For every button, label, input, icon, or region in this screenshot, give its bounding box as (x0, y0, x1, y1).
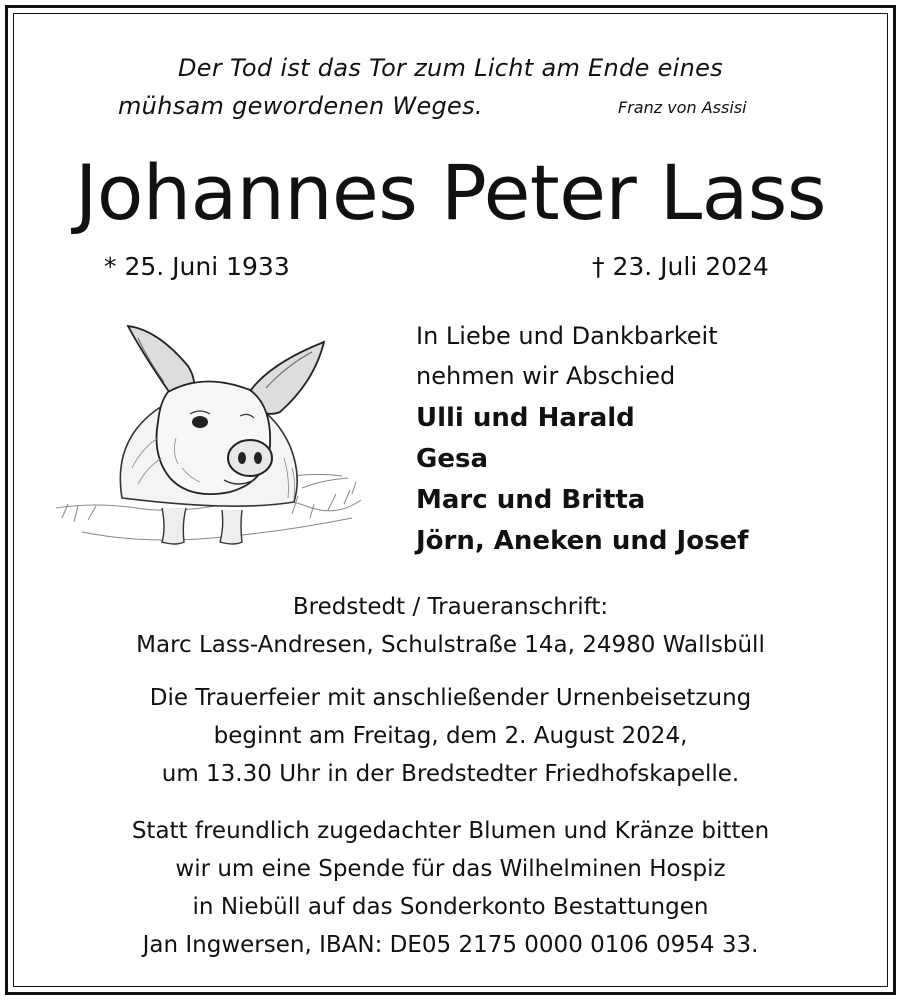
funeral-line: Die Trauerfeier mit anschließender Urnenbeisetzung (149, 685, 752, 711)
address-line: Bredstedt / Traueranschrift: (292, 594, 609, 620)
deceased-name: Johannes Peter Lass (75, 148, 826, 237)
quote-author: Franz von Assisi (618, 98, 747, 117)
donation-line: Jan Ingwersen, IBAN: DE05 2175 0000 0106 0954 33. (142, 932, 759, 958)
funeral-line: beginnt am Freitag, dem 2. August 2024, (213, 723, 688, 749)
quote-line-2: mühsam gewordenen Weges. (118, 92, 483, 120)
death-date: † 23. Juli 2024 (592, 252, 769, 281)
family-member: Jörn, Aneken und Josef (416, 526, 749, 556)
donation-info (0, 812, 901, 964)
mourning-address (0, 588, 901, 664)
family-member: Gesa (416, 444, 488, 474)
quote-line-1: Der Tod ist das Tor zum Licht am Ende eines (178, 54, 723, 82)
mourners-intro-2: nehmen wir Abschied (416, 362, 676, 390)
donation-line: in Niebüll auf das Sonderkonto Bestattungen (192, 894, 709, 920)
donation-line: wir um eine Spende für das Wilhelminen Hospiz (175, 856, 726, 882)
mourners-block (416, 316, 749, 562)
family-member: Ulli und Harald (416, 403, 635, 433)
donation-line: Statt freundlich zugedachter Blumen und Kränze bitten (131, 818, 770, 844)
address-line: Marc Lass-Andresen, Schulstraße 14a, 24980 Wallsbüll (136, 632, 765, 658)
funeral-info (0, 679, 901, 793)
mourners-intro-1: In Liebe und Dankbarkeit (416, 322, 718, 350)
piglet-sketch-icon (52, 318, 364, 556)
family-member: Marc und Britta (416, 485, 646, 515)
funeral-line: um 13.30 Uhr in der Bredstedter Friedhofskapelle. (161, 761, 740, 787)
birth-date: * 25. Juni 1933 (104, 252, 290, 281)
